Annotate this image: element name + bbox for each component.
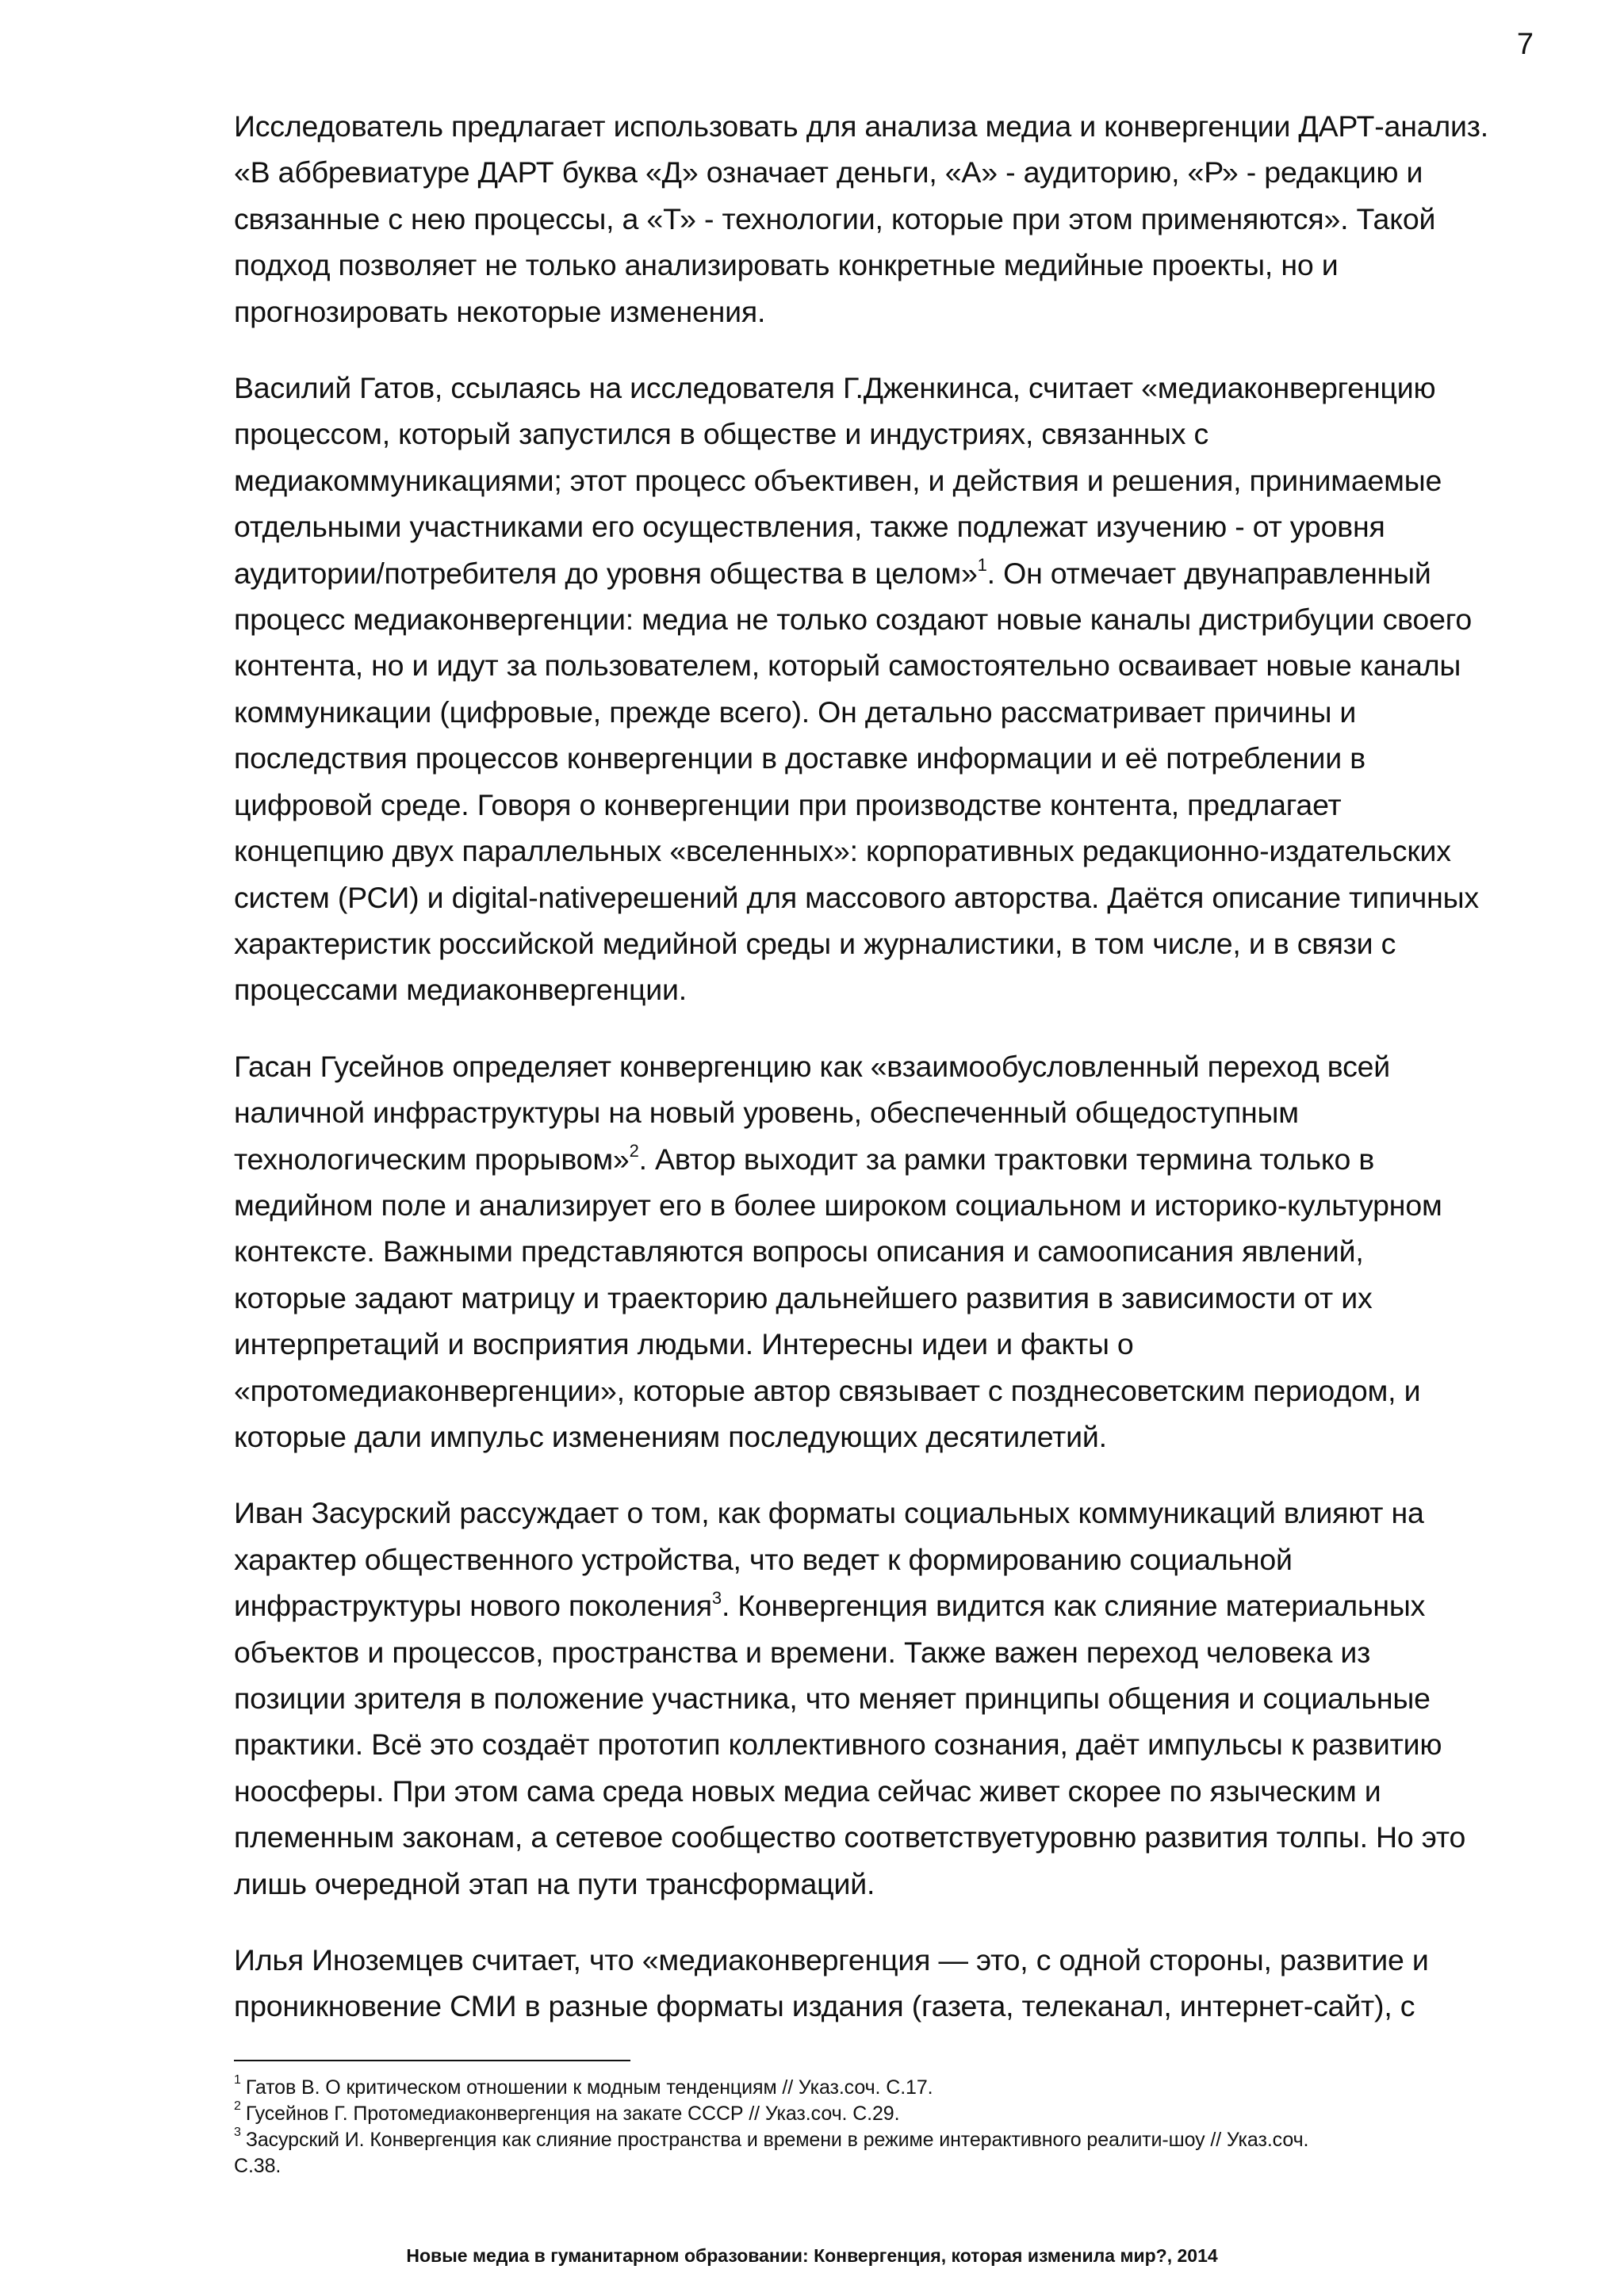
text-line: Иван Засурский рассуждает о том, как форматы социальных коммуникаций влияют на: [234, 1496, 1424, 1530]
text-line: последствия процессов конвергенции в доставке информации и её потреблении в: [234, 741, 1365, 775]
text-line: медийном поле и анализирует его в более широком социальном и историко-культурном: [234, 1188, 1442, 1222]
text-line: отдельными участниками его осуществления, также подлежат изучению - от уровня: [234, 510, 1385, 544]
paragraph: [234, 1937, 1522, 2030]
text-line: цифровой среде. Говоря о конвергенции при производстве контента, предлагает: [234, 787, 1342, 821]
text-line: племенным законам, а сетевое сообщество соответствуетуровню развития толпы. Но это: [234, 1820, 1466, 1854]
text-line: которые задают матрицу и траекторию дальнейшего развития в зависимости от их: [234, 1280, 1373, 1314]
footnote-separator: [234, 2060, 630, 2061]
text-line: «В аббревиатуре ДАРТ буква «Д» означает деньги, «А» - аудиторию, «Р» - редакцию и: [234, 155, 1423, 189]
footnote: [234, 2101, 1534, 2127]
text-segment: аудитории/потребителя до уровня общества в целом»: [234, 556, 978, 590]
text-line: Гасан Гусейнов определяет конвергенцию как «взаимообусловленный переход всей: [234, 1049, 1391, 1083]
text-line: [234, 2127, 1534, 2153]
text-line: [234, 1582, 1522, 1628]
text-line: характеристик российской медийной среды и журналистики, в том числе, и в связи с: [234, 926, 1396, 960]
footnote-mark: 1: [234, 2072, 241, 2087]
text-line: ноосферы. При этом сама среда новых медиа сейчас живет скорее по языческим и: [234, 1774, 1381, 1808]
text-line: медиакоммуникациями; этот процесс объективен, и действия и решения, принимаемые: [234, 463, 1442, 497]
paragraph: [234, 103, 1522, 335]
paragraph: [234, 365, 1522, 1013]
footnote-mark: 2: [234, 2099, 241, 2113]
text-line: систем (РСИ) и digital-nativeрешений для массового авторства. Даётся описание типичных: [234, 880, 1479, 914]
text-line: связанные с нею процессы, а «Т» - технологии, которые при этом применяются». Такой: [234, 201, 1436, 235]
text-line: наличной инфраструктуры на новый уровень, обеспеченный общедоступным: [234, 1096, 1299, 1130]
footnote-reference[interactable]: 3: [711, 1587, 722, 1608]
text-line: интерпретаций и восприятия людьми. Интересны идеи и факты о: [234, 1327, 1134, 1361]
footnote-text: Гатов В. О критическом отношении к модным тенденциям // Указ.соч. С.17.: [245, 2076, 933, 2099]
footnote-text: Гусейнов Г. Протомедиаконвергенция на закате СССР // Указ.соч. С.29.: [245, 2103, 900, 2125]
paragraph: [234, 1490, 1522, 1907]
text-segment: инфраструктуры нового поколения: [234, 1589, 712, 1623]
text-line: концепцию двух параллельных «вселенных»: корпоративных редакционно-издательских: [234, 834, 1451, 868]
text-line: лишь очередной этап на пути трансформаций.: [234, 1866, 875, 1900]
text-line: подход позволяет не только анализировать конкретные медийные проекты, но и: [234, 248, 1339, 282]
text-line: характер общественного устройства, что ведет к формированию социальной: [234, 1542, 1293, 1576]
text-line: позиции зрителя в положение участника, что меняет принципы общения и социальные: [234, 1682, 1431, 1715]
text-line: С.38.: [234, 2155, 282, 2177]
text-segment: . Он отмечает двунаправленный: [986, 556, 1431, 590]
text-line: прогнозировать некоторые изменения.: [234, 294, 766, 328]
text-line: которые дали импульс изменениям последующих десятилетий.: [234, 1419, 1107, 1453]
text-line: процессами медиаконвергенции.: [234, 973, 687, 1007]
footnote-reference[interactable]: 1: [977, 555, 987, 576]
footnotes: [234, 2072, 1534, 2179]
text-line: контексте. Важными представляются вопросы описания и самоописания явлений,: [234, 1234, 1364, 1269]
page-number: 7: [1516, 28, 1534, 61]
text-line: Илья Иноземцев считает, что «медиаконвергенция — это, с одной стороны, развитие и: [234, 1943, 1429, 1977]
text-segment: . Автор выходит за рамки трактовки термина только в: [638, 1142, 1375, 1176]
text-line: Василий Гатов, ссылаясь на исследователя Г.Дженкинса, считает «медиаконвергенцию: [234, 371, 1436, 405]
text-line: [234, 550, 1522, 596]
paragraph: [234, 1043, 1522, 1460]
text-line: «протомедиаконвергенции», которые автор связывает с позднесоветским периодом, и: [234, 1373, 1421, 1407]
text-line: практики. Всё это создаёт прототип коллективного сознания, даёт импульсы к развитию: [234, 1728, 1442, 1762]
footnote: [234, 2127, 1534, 2179]
footnote-mark: 3: [234, 2125, 241, 2139]
text-line: процесс медиаконвергенции: медиа не только создают новые каналы дистрибуции своего: [234, 603, 1473, 637]
text-line: Исследователь предлагает использовать для анализа медиа и конвергенции ДАРТ-анализ.: [234, 109, 1489, 143]
footnote-text: Засурский И. Конвергенция как слияние пространства и времени в режиме интерактивного реалити-шоу // Указ.соч.: [245, 2129, 1309, 2151]
text-line: [234, 2072, 1534, 2101]
footnote: [234, 2072, 1534, 2101]
text-line: [234, 1136, 1522, 1182]
text-line: коммуникации (цифровые, прежде всего). Он детально рассматривает причины и: [234, 695, 1357, 729]
page-footer: Новые медиа в гуманитарном образовании: Конвергенция, которая изменила мир?, 2014: [406, 2245, 1218, 2266]
body-text: [234, 103, 1522, 2060]
text-segment: . Конвергенция видится как слияние материальных: [721, 1589, 1426, 1623]
text-segment: технологическим прорывом»: [234, 1142, 630, 1176]
text-line: процессом, который запустился в обществе и индустриях, связанных с: [234, 417, 1209, 451]
text-line: проникновение СМИ в разные форматы издания (газета, телеканал, интернет-сайт), с: [234, 1989, 1415, 2023]
text-line: объектов и процессов, пространства и времени. Также важен переход человека из: [234, 1635, 1371, 1669]
text-line: [234, 2101, 1534, 2127]
footnote-reference[interactable]: 2: [629, 1141, 639, 1161]
text-line: контента, но и идут за пользователем, который самостоятельно осваивает новые каналы: [234, 649, 1461, 683]
